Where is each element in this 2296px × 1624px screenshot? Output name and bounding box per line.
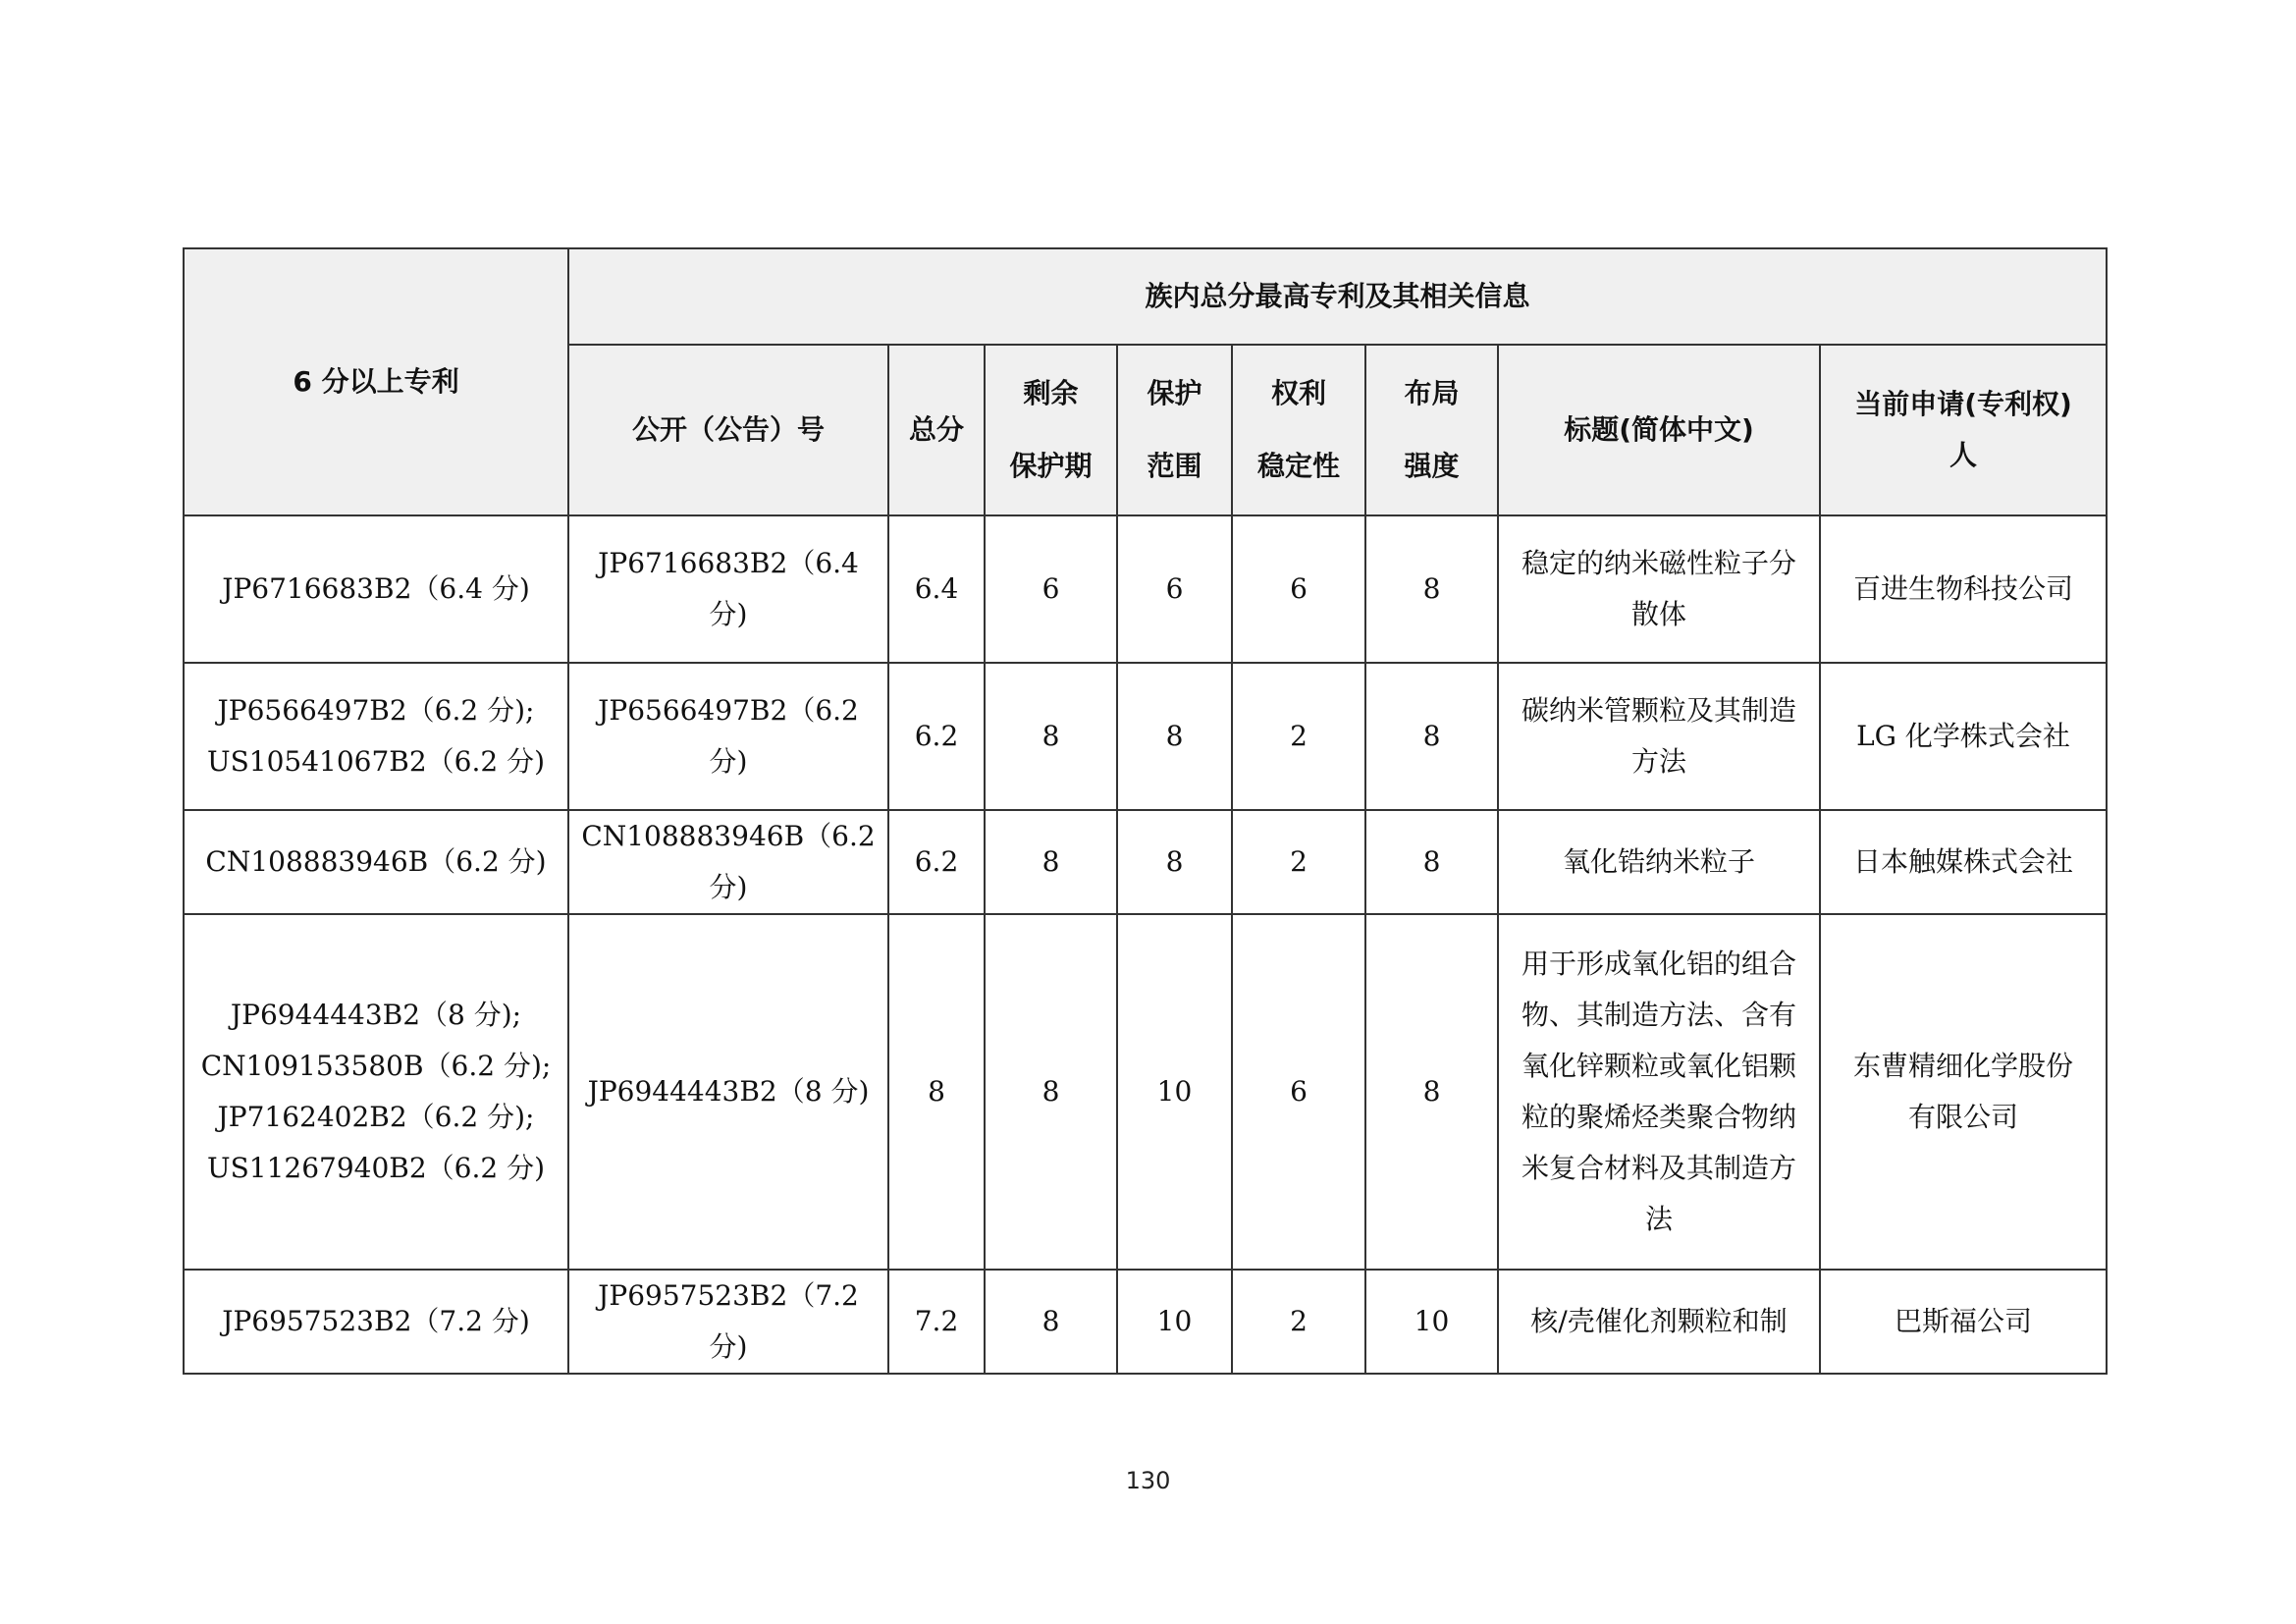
cell-stability: 6 bbox=[1232, 914, 1365, 1270]
header-layout-line2: 强度 bbox=[1404, 450, 1460, 482]
patent-item: US11267940B2（6.2 分) bbox=[206, 1152, 546, 1184]
header-applicant-line1: 当前申请(专利权) bbox=[1854, 388, 2072, 420]
table-row bbox=[184, 1270, 2107, 1374]
cell-title bbox=[1498, 663, 1820, 810]
title-line: 用于形成氧化铝的组合 bbox=[1521, 947, 1796, 980]
title-line: 稳定的纳米磁性粒子分 bbox=[1521, 547, 1796, 579]
cell-stability: 2 bbox=[1232, 810, 1365, 914]
cell-patents bbox=[184, 515, 568, 663]
patent-item: JP6566497B2（6.2 分); bbox=[217, 694, 535, 727]
cell-layout: 8 bbox=[1365, 515, 1498, 663]
header-layout bbox=[1365, 345, 1498, 515]
cell-scope: 6 bbox=[1117, 515, 1232, 663]
cell-title bbox=[1498, 810, 1820, 914]
patent-item: JP6716683B2（6.4 分) bbox=[222, 572, 530, 605]
patent-item: US10541067B2（6.2 分) bbox=[206, 745, 546, 778]
cell-pub-no: JP6716683B2（6.4 分) bbox=[568, 515, 888, 663]
cell-applicant bbox=[1820, 663, 2107, 810]
header-stability-line2: 稳定性 bbox=[1256, 450, 1340, 482]
cell-stability: 2 bbox=[1232, 1270, 1365, 1374]
applicant-line: 有限公司 bbox=[1908, 1101, 2019, 1133]
patent-item: JP6944443B2（8 分); bbox=[230, 999, 522, 1031]
cell-applicant bbox=[1820, 1270, 2107, 1374]
cell-patents bbox=[184, 914, 568, 1270]
table-body bbox=[184, 515, 2107, 1374]
title-line: 米复合材料及其制造方 bbox=[1521, 1152, 1796, 1184]
table-row bbox=[184, 810, 2107, 914]
header-title: 标题(简体中文) bbox=[1498, 345, 1820, 515]
cell-total: 8 bbox=[888, 914, 985, 1270]
title-line: 碳纳米管颗粒及其制造 bbox=[1521, 694, 1796, 727]
applicant-line: 百进生物科技公司 bbox=[1853, 572, 2074, 605]
title-line: 散体 bbox=[1630, 598, 1686, 630]
cell-total: 7.2 bbox=[888, 1270, 985, 1374]
cell-remaining: 8 bbox=[985, 810, 1117, 914]
table-row bbox=[184, 914, 2107, 1270]
title-line: 粒的聚烯烃类聚合物纳 bbox=[1521, 1101, 1796, 1133]
applicant-line: 日本触媒株式会社 bbox=[1853, 845, 2074, 878]
table-row bbox=[184, 663, 2107, 810]
cell-patents bbox=[184, 1270, 568, 1374]
header-scope-line2: 范围 bbox=[1147, 450, 1202, 482]
cell-title bbox=[1498, 1270, 1820, 1374]
header-total: 总分 bbox=[888, 345, 985, 515]
patent-item: JP6957523B2（7.2 分) bbox=[222, 1305, 530, 1337]
header-stability-line1: 权利 bbox=[1270, 377, 1326, 409]
header-6-points-patents: 6 分以上专利 bbox=[184, 248, 568, 515]
cell-total: 6.2 bbox=[888, 810, 985, 914]
header-applicant-line2: 人 bbox=[1949, 439, 1978, 471]
header-remaining bbox=[985, 345, 1117, 515]
cell-pub-no: JP6957523B2（7.2 分) bbox=[568, 1270, 888, 1374]
cell-total: 6.2 bbox=[888, 663, 985, 810]
cell-title bbox=[1498, 515, 1820, 663]
header-applicant bbox=[1820, 345, 2107, 515]
title-line: 物、其制造方法、含有 bbox=[1521, 999, 1796, 1031]
header-layout-line1: 布局 bbox=[1404, 377, 1460, 409]
cell-remaining: 8 bbox=[985, 1270, 1117, 1374]
cell-applicant bbox=[1820, 515, 2107, 663]
title-line: 方法 bbox=[1630, 745, 1686, 778]
cell-stability: 2 bbox=[1232, 663, 1365, 810]
cell-scope: 10 bbox=[1117, 1270, 1232, 1374]
cell-pub-no: JP6566497B2（6.2 分) bbox=[568, 663, 888, 810]
cell-scope: 8 bbox=[1117, 810, 1232, 914]
cell-layout: 10 bbox=[1365, 1270, 1498, 1374]
cell-applicant bbox=[1820, 914, 2107, 1270]
table-row bbox=[184, 515, 2107, 663]
cell-remaining: 8 bbox=[985, 914, 1117, 1270]
page-number: 130 bbox=[1125, 1467, 1171, 1494]
cell-pub-no: CN108883946B（6.2 分) bbox=[568, 810, 888, 914]
title-line: 氧化锆纳米粒子 bbox=[1562, 845, 1755, 878]
patent-item: JP7162402B2（6.2 分); bbox=[217, 1101, 535, 1133]
cell-remaining: 8 bbox=[985, 663, 1117, 810]
cell-total: 6.4 bbox=[888, 515, 985, 663]
cell-pub-no: JP6944443B2（8 分) bbox=[568, 914, 888, 1270]
cell-applicant bbox=[1820, 810, 2107, 914]
header-scope-line1: 保护 bbox=[1147, 377, 1202, 409]
header-scope bbox=[1117, 345, 1232, 515]
cell-title bbox=[1498, 914, 1820, 1270]
cell-layout: 8 bbox=[1365, 810, 1498, 914]
header-stability bbox=[1232, 345, 1365, 515]
cell-scope: 8 bbox=[1117, 663, 1232, 810]
patent-table bbox=[183, 247, 2108, 1375]
cell-patents bbox=[184, 810, 568, 914]
cell-scope: 10 bbox=[1117, 914, 1232, 1270]
patent-item: CN109153580B（6.2 分); bbox=[200, 1050, 552, 1082]
applicant-line: 东曹精细化学股份 bbox=[1853, 1050, 2074, 1082]
cell-layout: 8 bbox=[1365, 663, 1498, 810]
title-line: 法 bbox=[1644, 1203, 1673, 1235]
title-line: 氧化锌颗粒或氧化铝颗 bbox=[1521, 1050, 1796, 1082]
applicant-line: 巴斯福公司 bbox=[1895, 1305, 2033, 1337]
patent-item: CN108883946B（6.2 分) bbox=[205, 845, 547, 878]
header-remaining-line2: 保护期 bbox=[1009, 450, 1093, 482]
header-pub-no: 公开（公告）号 bbox=[568, 345, 888, 515]
header-top-family-info: 族内总分最高专利及其相关信息 bbox=[568, 248, 2107, 345]
cell-patents bbox=[184, 663, 568, 810]
header-remaining-line1: 剩余 bbox=[1023, 377, 1079, 409]
cell-layout: 8 bbox=[1365, 914, 1498, 1270]
applicant-line: LG 化学株式会社 bbox=[1856, 720, 2070, 752]
title-line: 核/壳催化剂颗粒和制 bbox=[1530, 1305, 1788, 1337]
cell-remaining: 6 bbox=[985, 515, 1117, 663]
cell-stability: 6 bbox=[1232, 515, 1365, 663]
